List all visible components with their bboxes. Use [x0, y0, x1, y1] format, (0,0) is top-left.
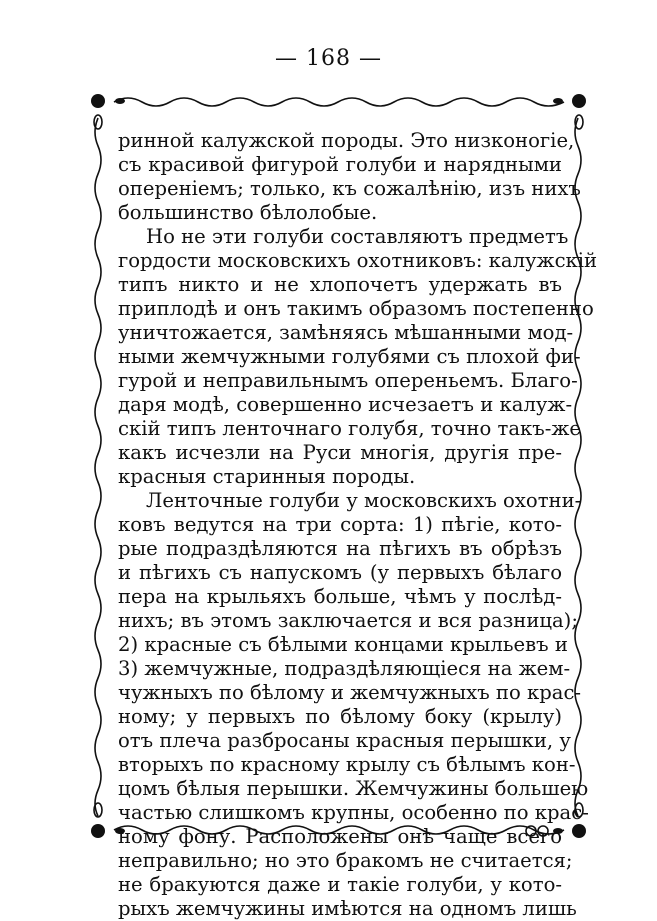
- text-line: гурой и неправильнымъ опереньемъ. Благо-: [118, 369, 578, 392]
- text-line: отъ плеча разбросаны красныя перышки, у: [118, 729, 571, 752]
- text-line: типъ никто и не хлопочетъ удержать въ: [118, 273, 562, 296]
- text-line: частью слишкомъ крупны, особенно по крас-: [118, 801, 589, 824]
- text-line: красныя старинныя породы.: [118, 465, 416, 488]
- text-line: ринной калужской породы. Это низконогіе,: [118, 129, 575, 152]
- text-line: рые подраздѣляются на пѣгихъ въ обрѣзъ: [118, 537, 562, 560]
- text-line: чужныхъ по бѣлому и жемчужныхъ по крас-: [118, 681, 582, 704]
- text-line: цомъ бѣлыя перышки. Жемчужины большею: [118, 777, 589, 800]
- text-line: неправильно; но это бракомъ не считается;: [118, 849, 573, 872]
- text-line: ковъ ведутся на три сорта: 1) пѣгіе, кото-: [118, 513, 562, 536]
- text-line: уничтожается, замѣняясь мѣшанными мод-: [118, 321, 574, 344]
- text-line: нихъ; въ этомъ заключается и вся разница);: [118, 609, 578, 632]
- text-line: большинство бѣлолобые.: [118, 201, 378, 224]
- text-line: рыхъ жемчужины имѣются на одномъ лишь: [118, 897, 577, 920]
- text-line: ному; у первыхъ по бѣлому боку (крылу): [118, 705, 562, 728]
- text-line: съ красивой фигурой голуби и нарядными: [118, 153, 562, 176]
- page-number: — 168 —: [275, 46, 382, 71]
- text-line: ными жемчужными голубями съ плохой фи-: [118, 345, 581, 368]
- text-line: 2) красные съ бѣлыми концами крыльевъ и: [118, 633, 568, 656]
- text-line: 3) жемчужные, подраздѣляющіеся на жем-: [118, 657, 571, 680]
- text-line: гордости московскихъ охотниковъ: калужскій: [118, 249, 598, 272]
- text-line: Ленточные голуби у московскихъ охотни-: [146, 489, 582, 512]
- text-line: какъ исчезли на Руси многія, другія пре-: [118, 441, 562, 464]
- text-line: и пѣгихъ съ напускомъ (у первыхъ бѣлаго: [118, 561, 562, 584]
- text-line: даря модѣ, совершенно исчезаетъ и калуж-: [118, 393, 573, 416]
- text-line: Но не эти голуби составляютъ предметъ: [146, 225, 569, 248]
- text-line: опереніемъ; только, къ сожалѣнію, изъ нихъ: [118, 177, 581, 200]
- text-line: не бракуются даже и такіе голуби, у кото-: [118, 873, 562, 896]
- text-line: ному фону. Расположены онѣ чаще всего: [118, 825, 562, 848]
- body-text: [118, 129, 598, 921]
- text-line: скій типъ ленточнаго голубя, точно такъ-же: [118, 417, 581, 440]
- text-line: пера на крыльяхъ больше, чѣмъ у послѣд-: [118, 585, 562, 608]
- text-line: приплодѣ и онъ такимъ образомъ постепенно: [118, 297, 594, 320]
- text-line: вторыхъ по красному крылу съ бѣлымъ кон-: [118, 753, 576, 776]
